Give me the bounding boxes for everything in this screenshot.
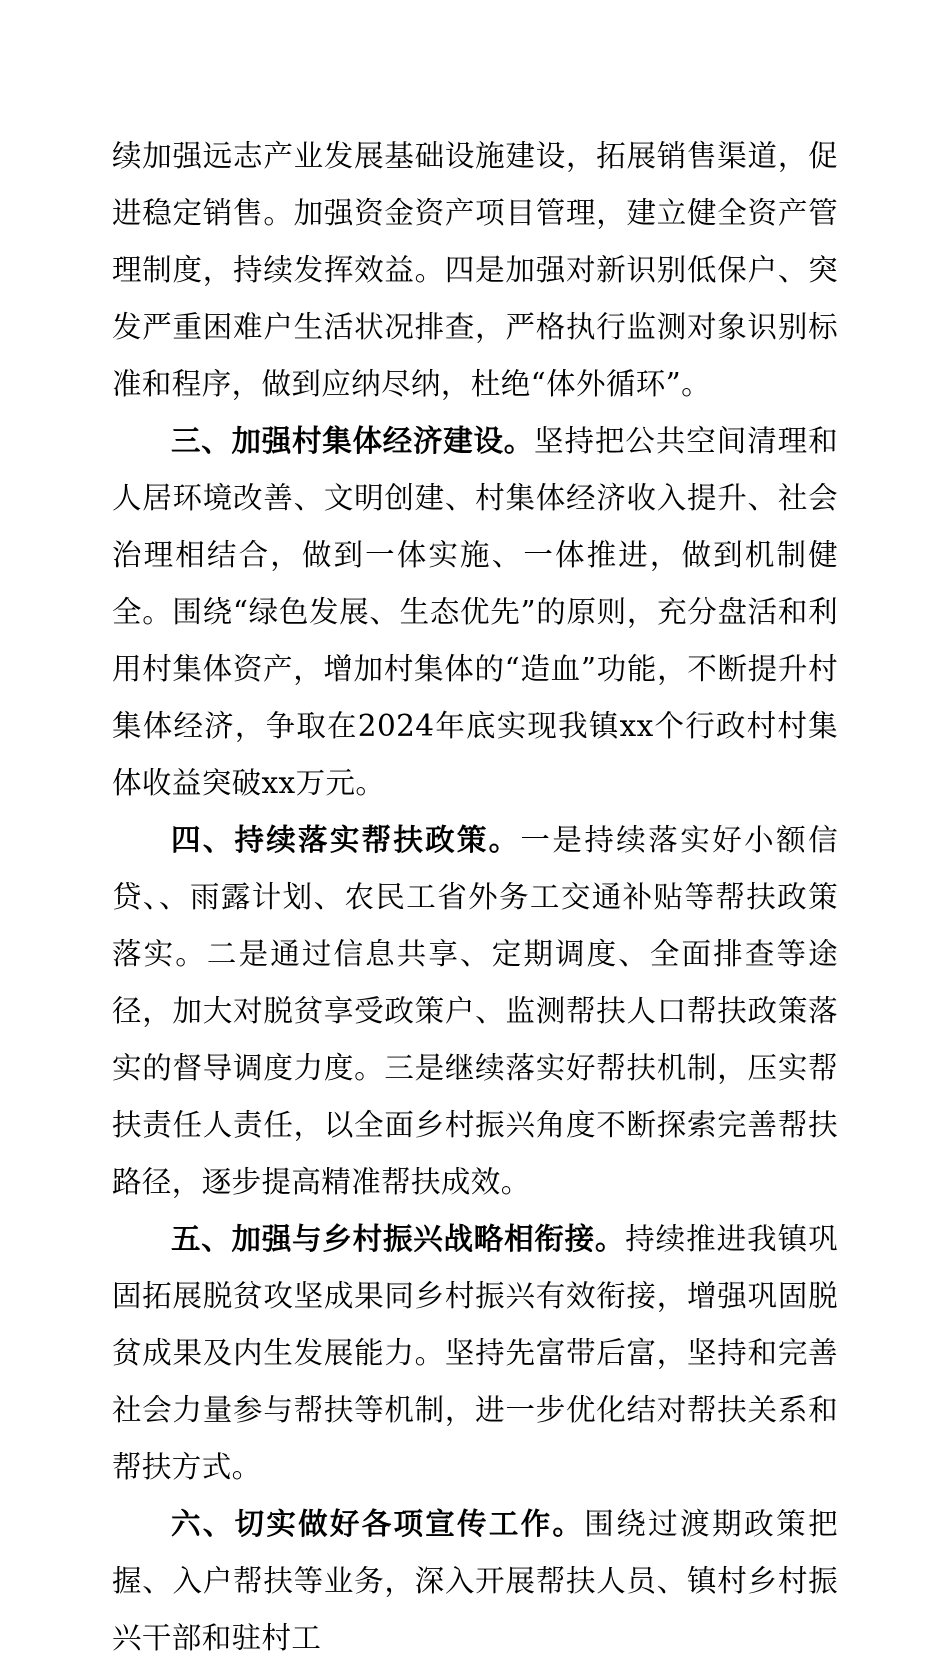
- paragraph-heading: 三、加强村集体经济建设。: [171, 424, 535, 458]
- paragraph-heading: 四、持续落实帮扶政策。: [171, 823, 521, 857]
- paragraph-text: 坚持把公共空间清理和人居环境改善、文明创建、村集体经济收入提升、社会治理相结合，做到一体实施、一体推进，做到机制健全。围绕“绿色发展、生态优先”的原则，充分盘活和利用村集体资产，增加村集体的“造血”功能，不断提升村集体经济，争取在2024年底实现我镇xx个行政村村集体收益突破xx万元。: [112, 424, 838, 800]
- paragraph: [112, 812, 838, 1211]
- paragraph-heading: 五、加强与乡村振兴战略相衔接。: [171, 1222, 626, 1256]
- document-body: [112, 128, 838, 1667]
- paragraph: [112, 128, 838, 413]
- paragraph: [112, 413, 838, 812]
- paragraph-text: 一是持续落实好小额信贷、、雨露计划、农民工省外务工交通补贴等帮扶政策落实。二是通过信息共享、定期调度、全面排查等途径，加大对脱贫享受政策户、监测帮扶人口帮扶政策落实的督导调度力度。三是继续落实好帮扶机制，压实帮扶责任人责任，以全面乡村振兴角度不断探索完善帮扶路径，逐步提高精准帮扶成效。: [112, 823, 838, 1199]
- paragraph: [112, 1211, 838, 1496]
- paragraph: [112, 1496, 838, 1667]
- paragraph-text: 围绕过渡期政策把握、入户帮扶等业务，深入开展帮扶人员、镇村乡村振兴干部和驻村工: [112, 1507, 838, 1655]
- paragraph-text: 持续推进我镇巩固拓展脱贫攻坚成果同乡村振兴有效衔接，增强巩固脱贫成果及内生发展能力。坚持先富带后富，坚持和完善社会力量参与帮扶等机制，进一步优化结对帮扶关系和帮扶方式。: [112, 1222, 838, 1484]
- paragraph-heading: 六、切实做好各项宣传工作。: [171, 1507, 585, 1541]
- paragraph-text: 续加强远志产业发展基础设施建设，拓展销售渠道，促进稳定销售。加强资金资产项目管理，建立健全资产管理制度，持续发挥效益。四是加强对新识别低保户、突发严重困难户生活状况排查，严格执行监测对象识别标准和程序，做到应纳尽纳，杜绝“体外循环”。: [112, 139, 838, 401]
